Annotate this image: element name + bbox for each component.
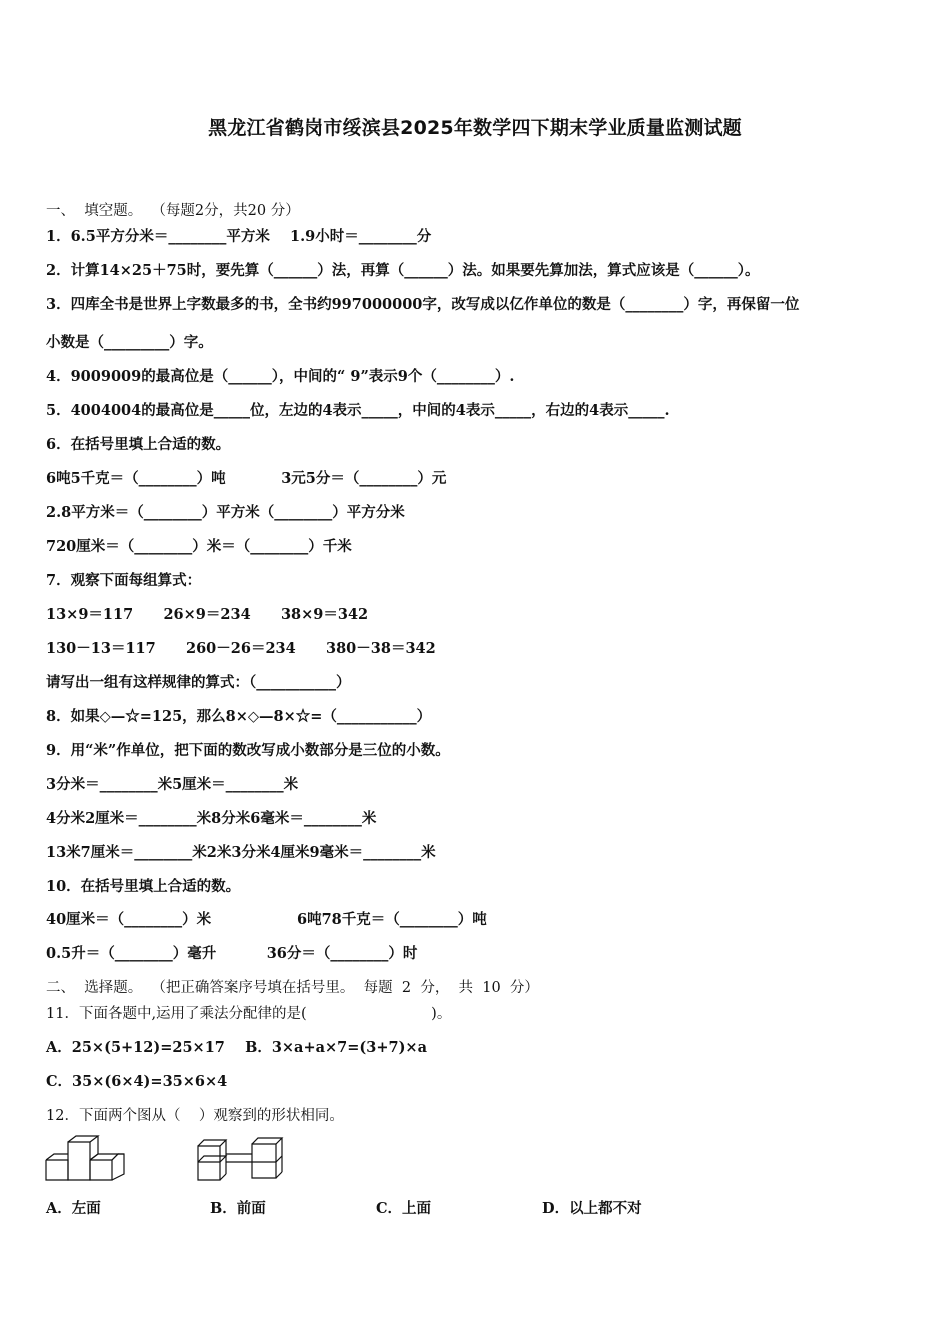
question-10: 10．在括号里填上合适的数。 xyxy=(46,878,241,895)
question-7-row-1: 13×9＝117 26×9＝234 38×9＝342 xyxy=(46,606,369,623)
question-6: 6．在括号里填上合适的数。 xyxy=(46,436,231,453)
question-12-option-d: D．以上都不对 xyxy=(542,1200,642,1217)
question-12: 12．下面两个图从（ ）观察到的形状相同。 xyxy=(46,1108,344,1124)
question-2: 2．计算14×25＋75时，要先算（______）法，再算（______）法。如果要先算加法，算式应该是（______）。 xyxy=(46,262,760,279)
question-3-line-2: 小数是（_________）字。 xyxy=(46,334,213,351)
question-10-row-2: 0.5升＝（________）毫升 36分＝（________）时 xyxy=(46,945,418,962)
question-12-option-c: C．上面 xyxy=(376,1200,432,1217)
question-7: 7．观察下面每组算式： xyxy=(46,572,202,589)
question-9-row-2: 4分米2厘米＝________米8分米6毫米＝________米 xyxy=(46,810,377,827)
question-9-row-1: 3分米＝________米5厘米＝________米 xyxy=(46,776,299,793)
question-7-row-2: 130－13＝117 260－26＝234 380－38＝342 xyxy=(46,640,436,657)
question-6-row-3: 720厘米＝（________）米＝（________）千米 xyxy=(46,538,352,555)
cube-figure-2 xyxy=(194,1134,290,1182)
question-1: 1．6.5平方分米＝________平方米 1.9小时＝________分 xyxy=(46,228,432,245)
question-12-option-a: A．左面 xyxy=(46,1200,101,1217)
question-11: 11．下面各题中,运用了乘法分配律的是( )。 xyxy=(46,1006,452,1022)
question-12-option-b: B．前面 xyxy=(210,1200,266,1217)
question-5: 5．4004004的最高位是_____位，左边的4表示_____，中间的4表示_____，右边的4表示_____. xyxy=(46,402,670,419)
question-4: 4．9009009的最高位是（______），中间的“ 9”表示9个（________）. xyxy=(46,368,515,385)
question-6-row-1: 6吨5千克＝（________）吨 3元5分＝（________）元 xyxy=(46,470,447,487)
page-title: 黑龙江省鹤岗市绥滨县2025年数学四下期末学业质量监测试题 xyxy=(208,117,742,139)
question-10-row-1: 40厘米＝（________）米 6吨78千克＝（________）吨 xyxy=(46,911,487,928)
question-6-row-2: 2.8平方米＝（________）平方米（________）平方分米 xyxy=(46,504,405,521)
question-3-line-1: 3．四库全书是世界上字数最多的书，全书约997000000字，改写成以亿作单位的数是（________）字，再保留一位 xyxy=(46,296,800,313)
question-9: 9．用“米”作单位，把下面的数改写成小数部分是三位的小数。 xyxy=(46,742,450,759)
section-heading-fill-blank: 一、 填空题。 （每题2分，共20 分） xyxy=(46,203,300,219)
question-7-row-3: 请写出一组有这样规律的算式：（___________） xyxy=(46,674,351,691)
question-11-options-ab: A．25×(5+12)=25×17 B．3×a+a×7=(3+7)×a xyxy=(46,1039,427,1056)
question-11-option-c: C．35×(6×4)=35×6×4 xyxy=(46,1073,228,1090)
section-heading-choice: 二、 选择题。 （把正确答案序号填在括号里。 每题 2 分， 共 10 分） xyxy=(46,980,539,996)
cube-figure-1 xyxy=(44,1134,128,1182)
question-8: 8．如果◇—☆=125，那么8×◇—8×☆=（___________） xyxy=(46,708,432,725)
question-9-row-3: 13米7厘米＝________米2米3分米4厘米9毫米＝________米 xyxy=(46,844,436,861)
